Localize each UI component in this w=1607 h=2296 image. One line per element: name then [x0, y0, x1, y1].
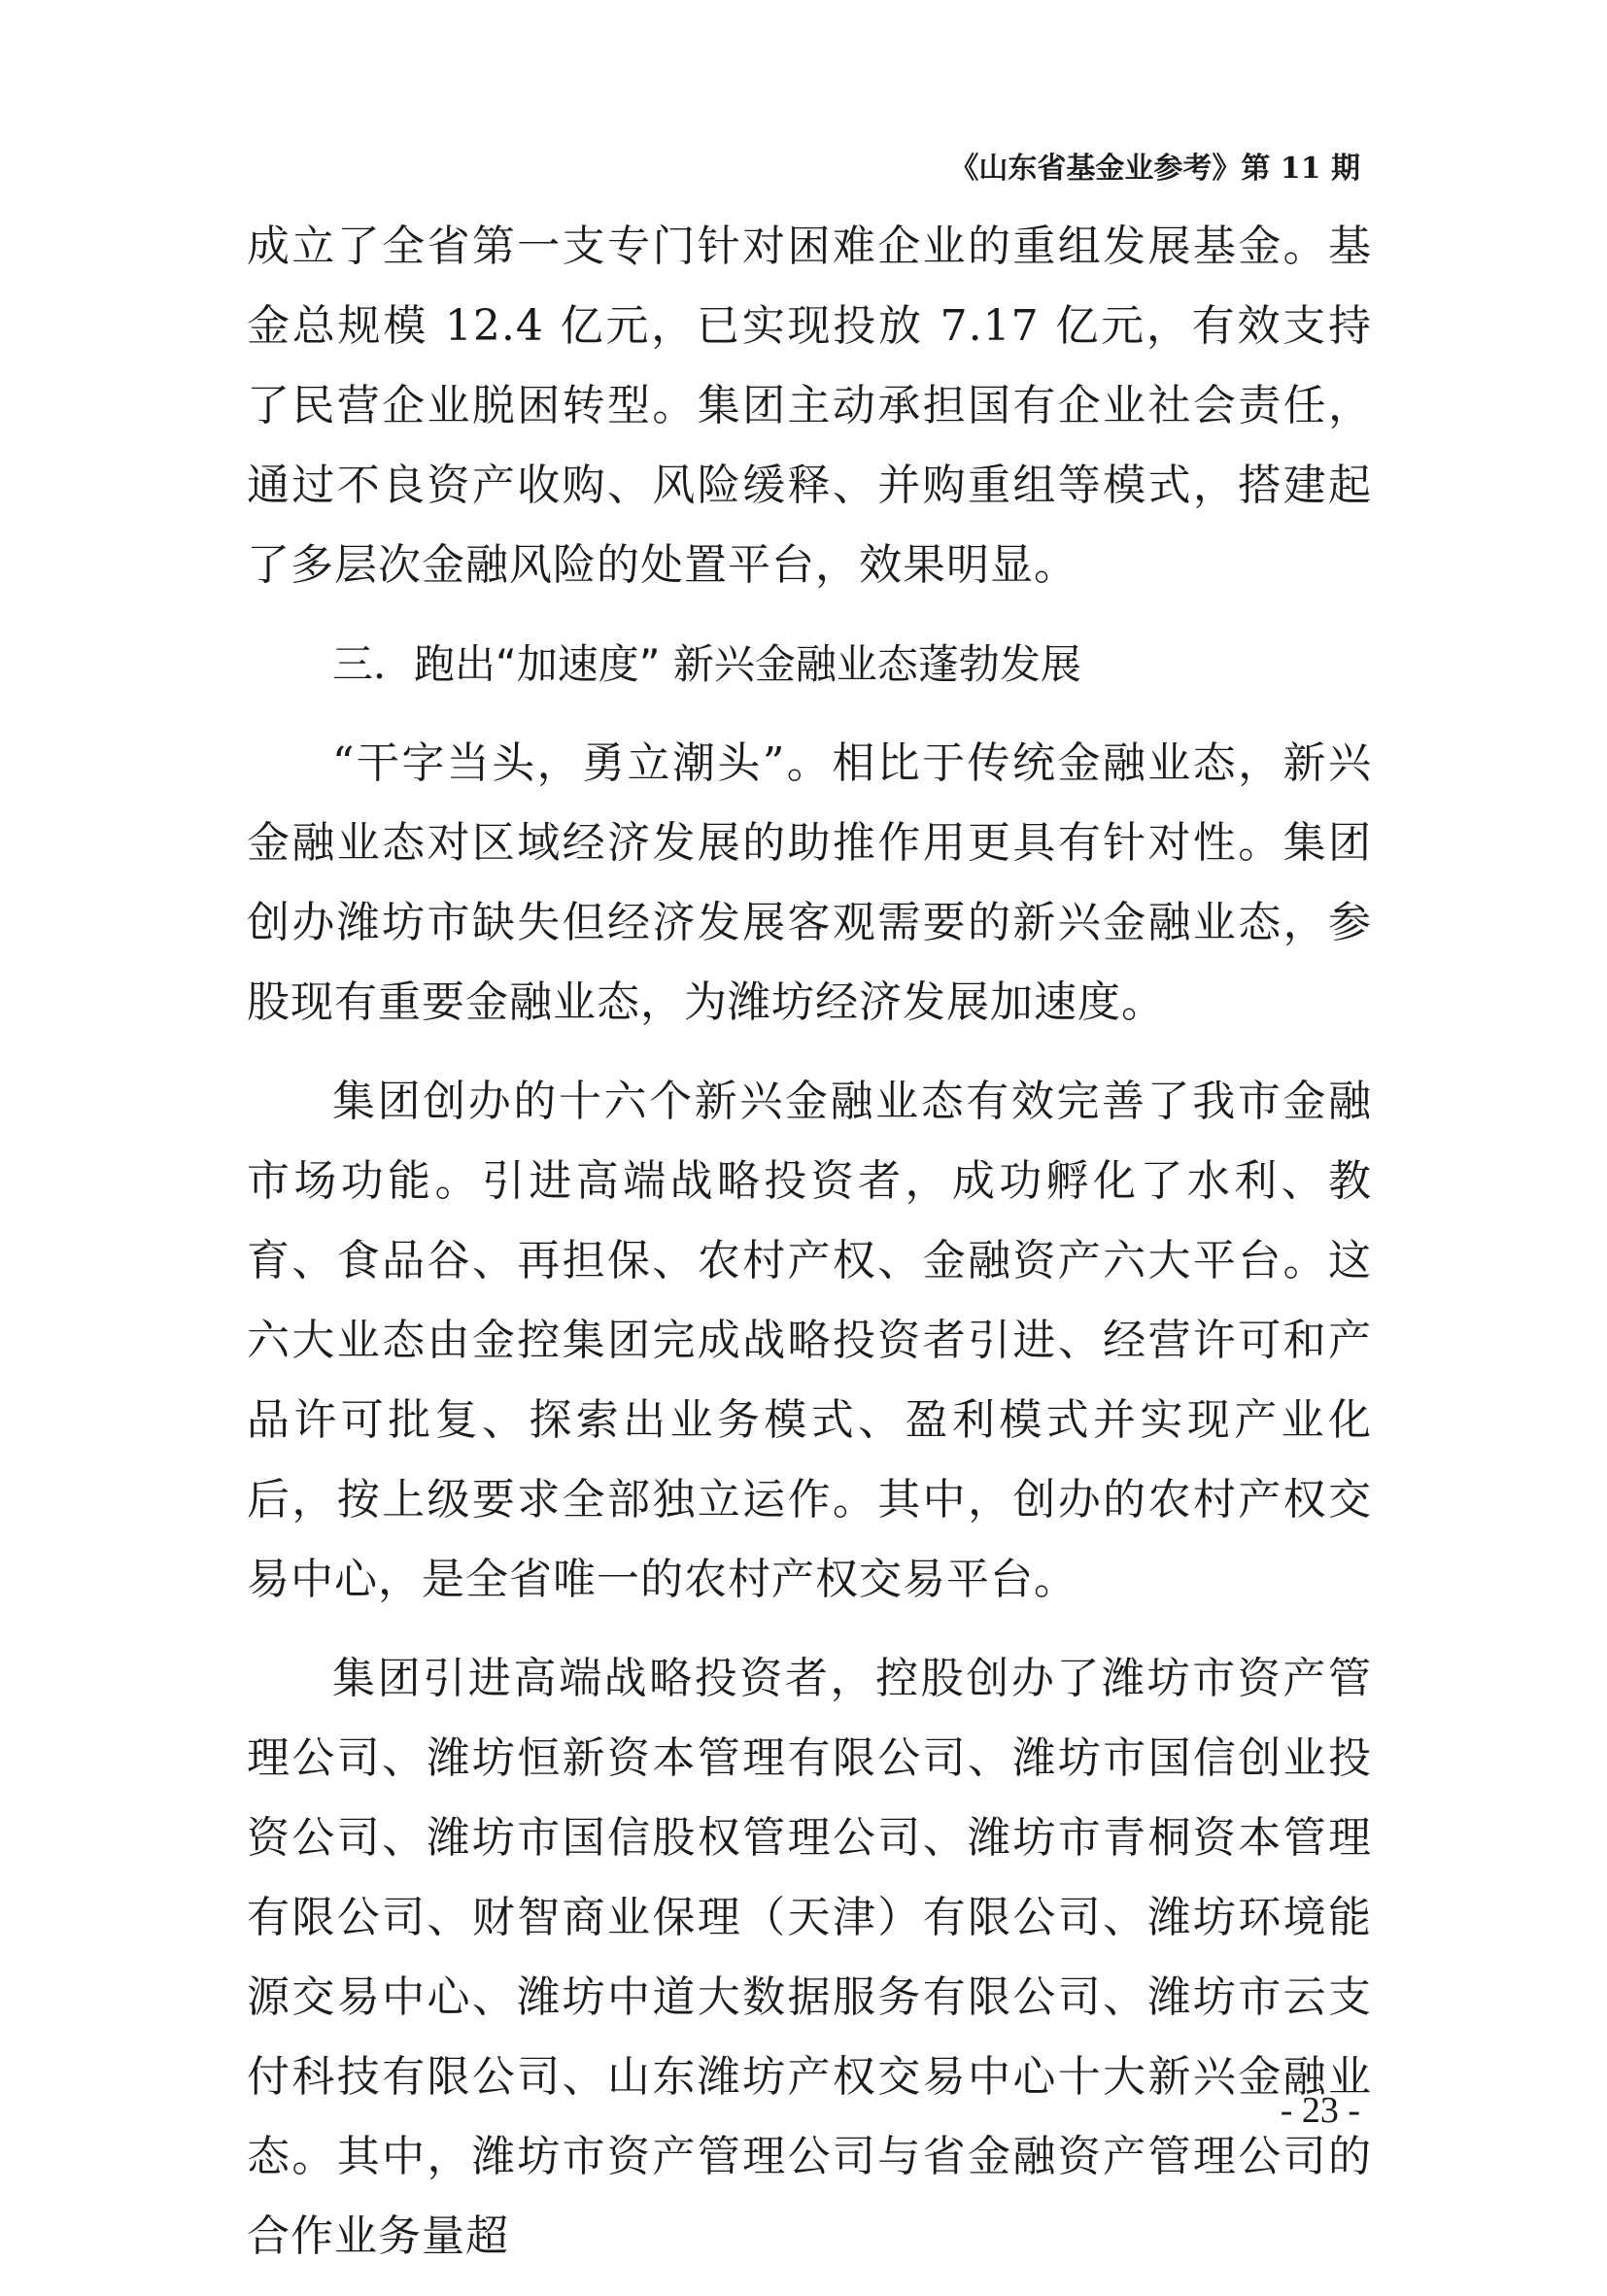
section-heading: 三．跑出“加速度” 新兴金融业态蓬勃发展	[332, 640, 1081, 688]
running-header: 《山东省基金业参考》第 11 期	[949, 152, 1360, 186]
continued-paragraph: 成立了全省第一支专门针对困难企业的重组发展基金。基金总规模 12.4 亿元，已实现投放 7.17 亿元，有效支持了民营企业脱困转型。集团主动承担国有企业社会责任，通过不良资产收购、风险缓释、并购重组等模式，搭建起了多层次金融风险的处置平台，效果明显。	[247, 222, 1372, 590]
paragraph-3: 集团引进高端战略投资者，控股创办了潍坊市资产管理公司、潍坊恒新资本管理有限公司、潍坊市国信创业投资公司、潍坊市国信股权管理公司、潍坊市青桐资本管理有限公司、财智商业保理（天津）有限公司、潍坊环境能源交易中心、潍坊中道大数据服务有限公司、潍坊市云支付科技有限公司、山东潍坊产权交易中心十大新兴金融业态。其中，潍坊市资产管理公司与省金融资产管理公司的合作业务量超	[247, 1654, 1372, 2261]
page-number: - 23 -	[1280, 2090, 1360, 2131]
paragraph-2: 集团创办的十六个新兴金融业态有效完善了我市金融市场功能。引进高端战略投资者，成功孵化了水利、教育、食品谷、再担保、农村产权、金融资产六大平台。这六大业态由金控集团完成战略投资者引进、经营许可和产品许可批复、探索出业务模式、盈利模式并实现产业化后，按上级要求全部独立运作。其中，创办的农村产权交易中心，是全省唯一的农村产权交易平台。	[247, 1077, 1372, 1604]
document-body	[247, 207, 1372, 2296]
paragraph-1: “干字当头，勇立潮头”。相比于传统金融业态，新兴金融业态对区域经济发展的助推作用更具有针对性。集团创办潍坊市缺失但经济发展客观需要的新兴金融业态，参股现有重要金融业态，为潍坊经济发展加速度。	[247, 738, 1372, 1027]
